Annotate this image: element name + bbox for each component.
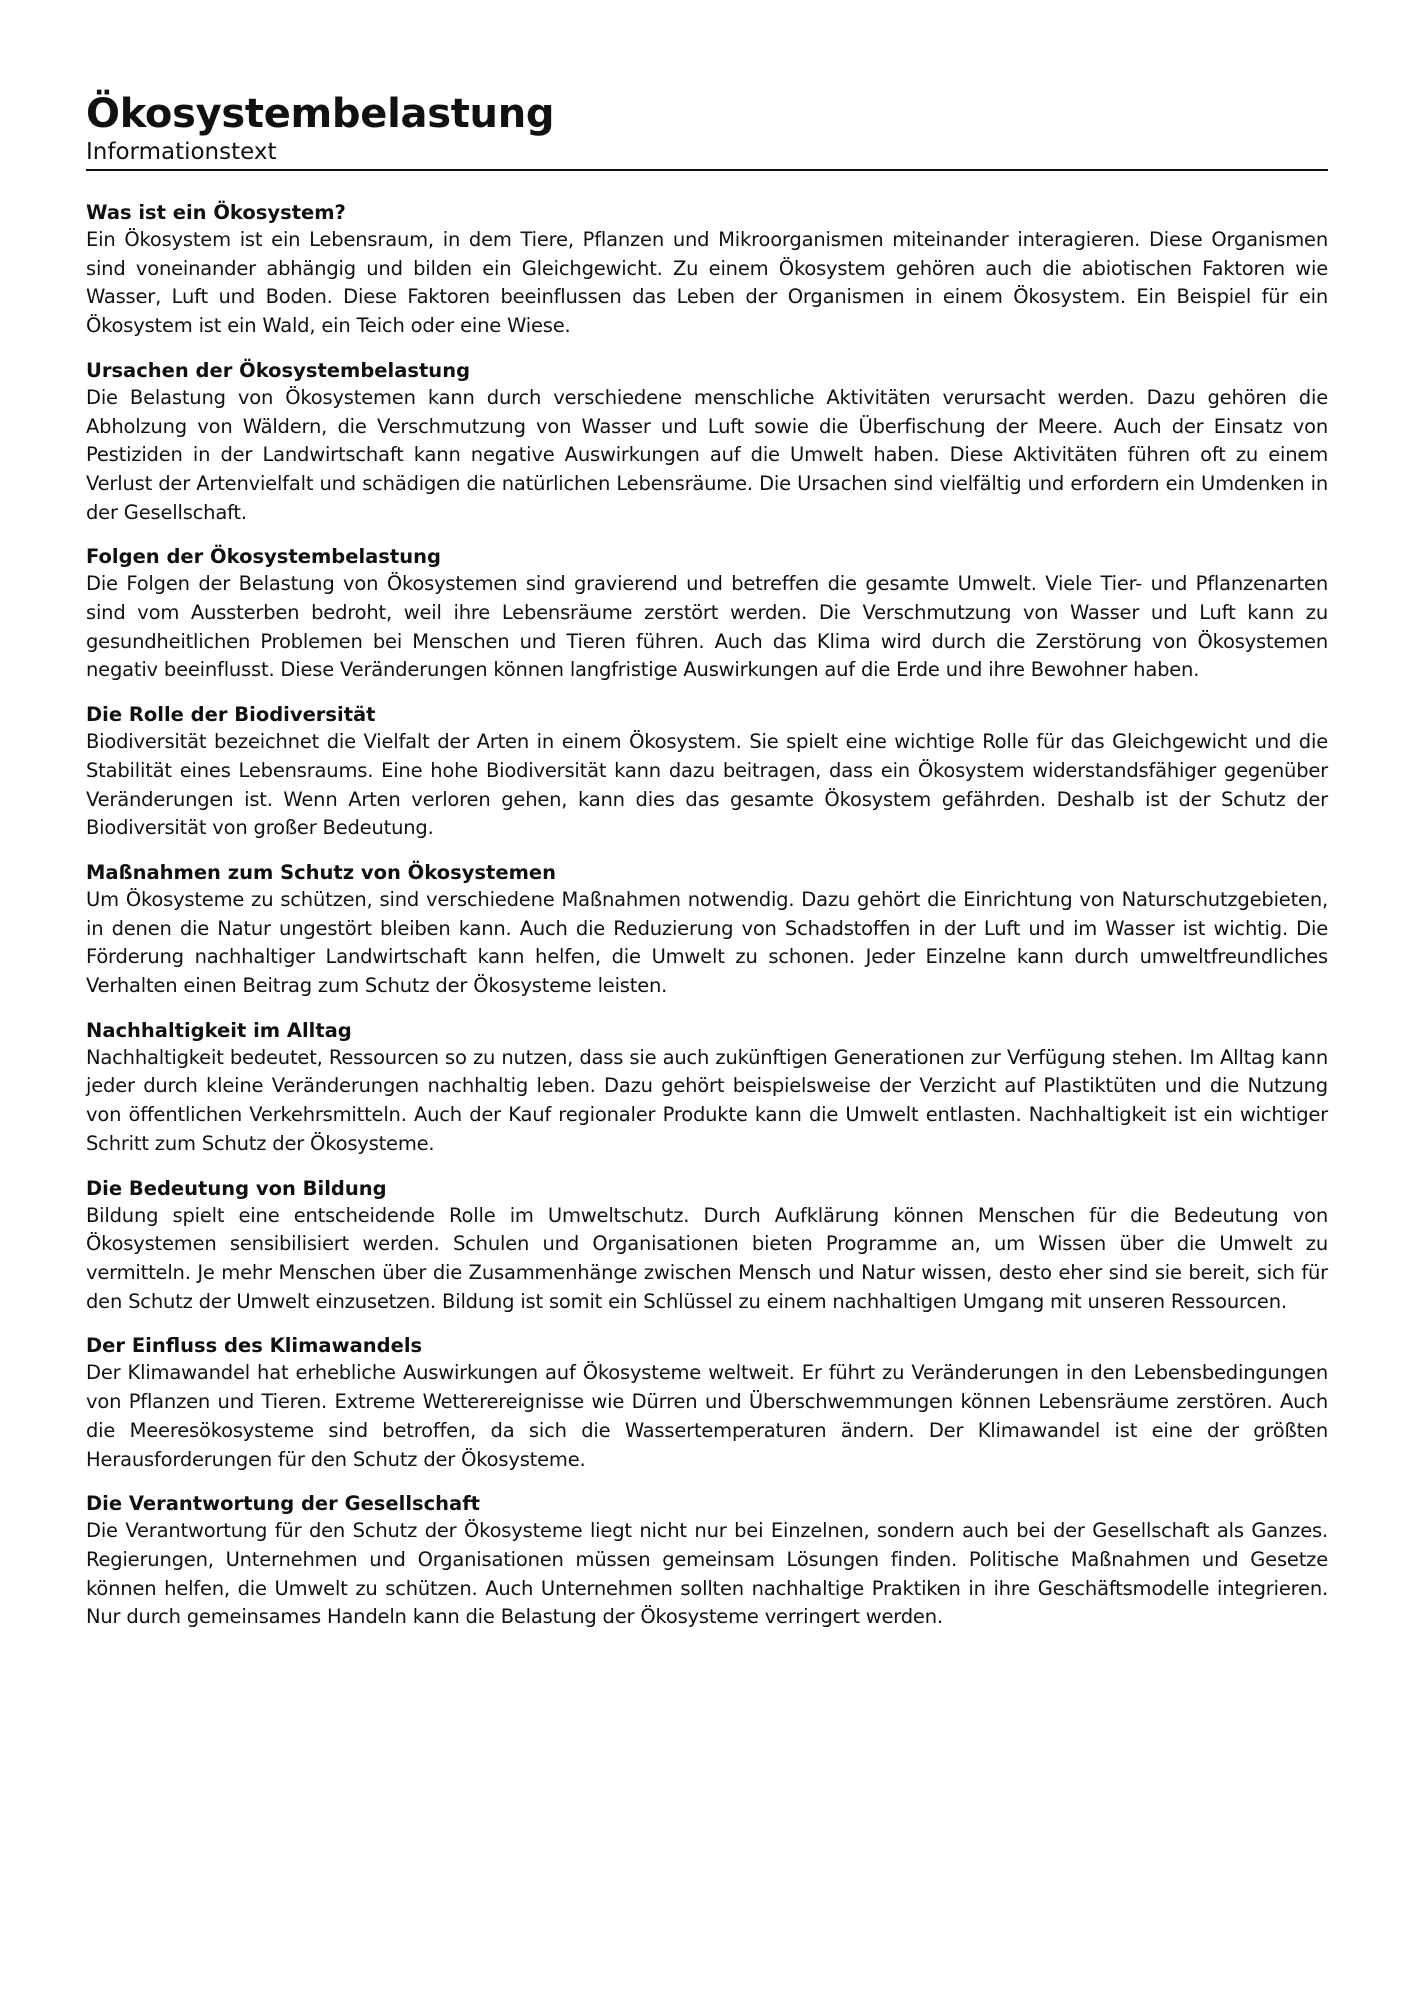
section-body: Bildung spielt eine entscheidende Rolle im Umweltschutz. Durch Aufklärung können Menschen für die Bedeutung von Ökosystemen sensibilisiert werden. Schulen und Organisationen bieten Programme an, um Wissen über die Umwelt zu vermitteln. Je mehr Menschen über die Zusammenhänge zwischen Mensch und Natur wissen, desto eher sind sie bereit, sich für den Schutz der Umwelt einzusetzen. Bildung ist somit ein Schlüssel zu einem nachhaltigen Umgang mit unseren Ressourcen. xyxy=(86,1203,1328,1313)
section-body: Biodiversität bezeichnet die Vielfalt der Arten in einem Ökosystem. Sie spielt eine wichtige Rolle für das Gleichgewicht und die Stabilität eines Lebensraums. Eine hohe Biodiversität kann dazu beitragen, dass ein Ökosystem widerstandsfähiger gegenüber Veränderungen ist. Wenn Arten verloren gehen, kann dies das gesamte Ökosystem gefährden. Deshalb ist der Schutz der Biodiversität von großer Bedeutung. xyxy=(86,730,1328,840)
section-body: Die Verantwortung für den Schutz der Ökosysteme liegt nicht nur bei Einzelnen, sondern auch bei der Gesellschaft als Ganzes. Regierungen, Unternehmen und Organisationen müssen gemeinsam Lösungen finden. Politische Maßnahmen und Gesetze können helfen, die Umwelt zu schützen. Auch Unternehmen sollten nachhaltige Praktiken in ihre Geschäftsmodelle integrieren. Nur durch gemeinsames Handeln kann die Belastung der Ökosysteme verringert werden. xyxy=(86,1519,1328,1629)
document-title: Ökosystembelastung xyxy=(86,91,555,137)
section-klimawandel xyxy=(86,1332,1328,1474)
section-bildung xyxy=(86,1175,1328,1317)
section-body: Der Klimawandel hat erhebliche Auswirkungen auf Ökosysteme weltweit. Er führt zu Veränderungen in den Lebensbedingungen von Pflanzen und Tieren. Extreme Wetterereignisse wie Dürren und Überschwemmungen können Lebensräume zerstören. Auch die Meeresökosysteme sind betroffen, da sich die Wassertemperaturen ändern. Der Klimawandel ist eine der größten Herausforderungen für den Schutz der Ökosysteme. xyxy=(86,1361,1328,1471)
section-body: Die Folgen der Belastung von Ökosystemen sind gravierend und betreffen die gesamte Umwelt. Viele Tier- und Pflanzenarten sind vom Aussterben bedroht, weil ihre Lebensräume zerstört werden. Die Verschmutzung von Wasser und Luft kann zu gesundheitlichen Problemen bei Menschen und Tieren führen. Auch das Klima wird durch die Zerstörung von Ökosystemen negativ beeinflusst. Diese Veränderungen können langfristige Auswirkungen auf die Erde und ihre Bewohner haben. xyxy=(86,572,1328,682)
document-page xyxy=(86,90,1328,1648)
section-heading: Der Einfluss des Klimawandels xyxy=(86,1334,423,1358)
section-massnahmen xyxy=(86,859,1328,1001)
document-content xyxy=(86,199,1328,1632)
section-was-ist-ein-oekosystem xyxy=(86,199,1328,341)
section-heading: Die Bedeutung von Bildung xyxy=(86,1176,387,1200)
document-subtitle: Informationstext xyxy=(86,138,1328,171)
section-body: Ein Ökosystem ist ein Lebensraum, in dem Tiere, Pflanzen und Mikroorganismen miteinander interagieren. Diese Organismen sind voneinander abhängig und bilden ein Gleichgewicht. Zu einem Ökosystem gehören auch die abiotischen Faktoren wie Wasser, Luft und Boden. Diese Faktoren beeinflussen das Leben der Organismen in einem Ökosystem. Ein Beispiel für ein Ökosystem ist ein Wald, ein Teich oder eine Wiese. xyxy=(86,228,1328,338)
section-ursachen xyxy=(86,357,1328,528)
section-body: Nachhaltigkeit bedeutet, Ressourcen so zu nutzen, dass sie auch zukünftigen Generationen zur Verfügung stehen. Im Alltag kann jeder durch kleine Veränderungen nachhaltig leben. Dazu gehört beispielsweise der Verzicht auf Plastiktüten und die Nutzung von öffentlichen Verkehrsmitteln. Auch der Kauf regionaler Produkte kann die Umwelt entlasten. Nachhaltigkeit ist ein wichtiger Schritt zum Schutz der Ökosysteme. xyxy=(86,1045,1328,1155)
section-nachhaltigkeit xyxy=(86,1017,1328,1159)
section-heading: Die Verantwortung der Gesellschaft xyxy=(86,1492,481,1516)
section-verantwortung xyxy=(86,1490,1328,1632)
section-heading: Folgen der Ökosystembelastung xyxy=(86,545,441,569)
section-heading: Was ist ein Ökosystem? xyxy=(86,201,346,224)
section-heading: Nachhaltigkeit im Alltag xyxy=(86,1018,352,1042)
section-body: Um Ökosysteme zu schützen, sind verschiedene Maßnahmen notwendig. Dazu gehört die Einrichtung von Naturschutzgebieten, in denen die Natur ungestört bleiben kann. Auch die Reduzierung von Schadstoffen in der Luft und im Wasser ist wichtig. Die Förderung nachhaltiger Landwirtschaft kann helfen, die Umwelt zu schonen. Jeder Einzelne kann durch umweltfreundliches Verhalten einen Beitrag zum Schutz der Ökosysteme leisten. xyxy=(86,887,1328,998)
section-body: Die Belastung von Ökosystemen kann durch verschiedene menschliche Aktivitäten verursacht werden. Dazu gehören die Abholzung von Wäldern, die Verschmutzung von Wasser und Luft sowie die Überfischung der Meere. Auch der Einsatz von Pestiziden in der Landwirtschaft kann negative Auswirkungen auf die Umwelt haben. Diese Aktivitäten führen oft zu einem Verlust der Artenvielfalt und schädigen die natürlichen Lebensräume. Die Ursachen sind vielfältig und erfordern ein Umdenken in der Gesellschaft. xyxy=(86,385,1328,524)
section-biodiversitaet xyxy=(86,701,1328,843)
section-heading: Maßnahmen zum Schutz von Ökosystemen xyxy=(86,860,556,884)
section-heading: Ursachen der Ökosystembelastung xyxy=(86,358,471,382)
section-folgen xyxy=(86,543,1328,685)
section-heading: Die Rolle der Biodiversität xyxy=(86,703,376,727)
